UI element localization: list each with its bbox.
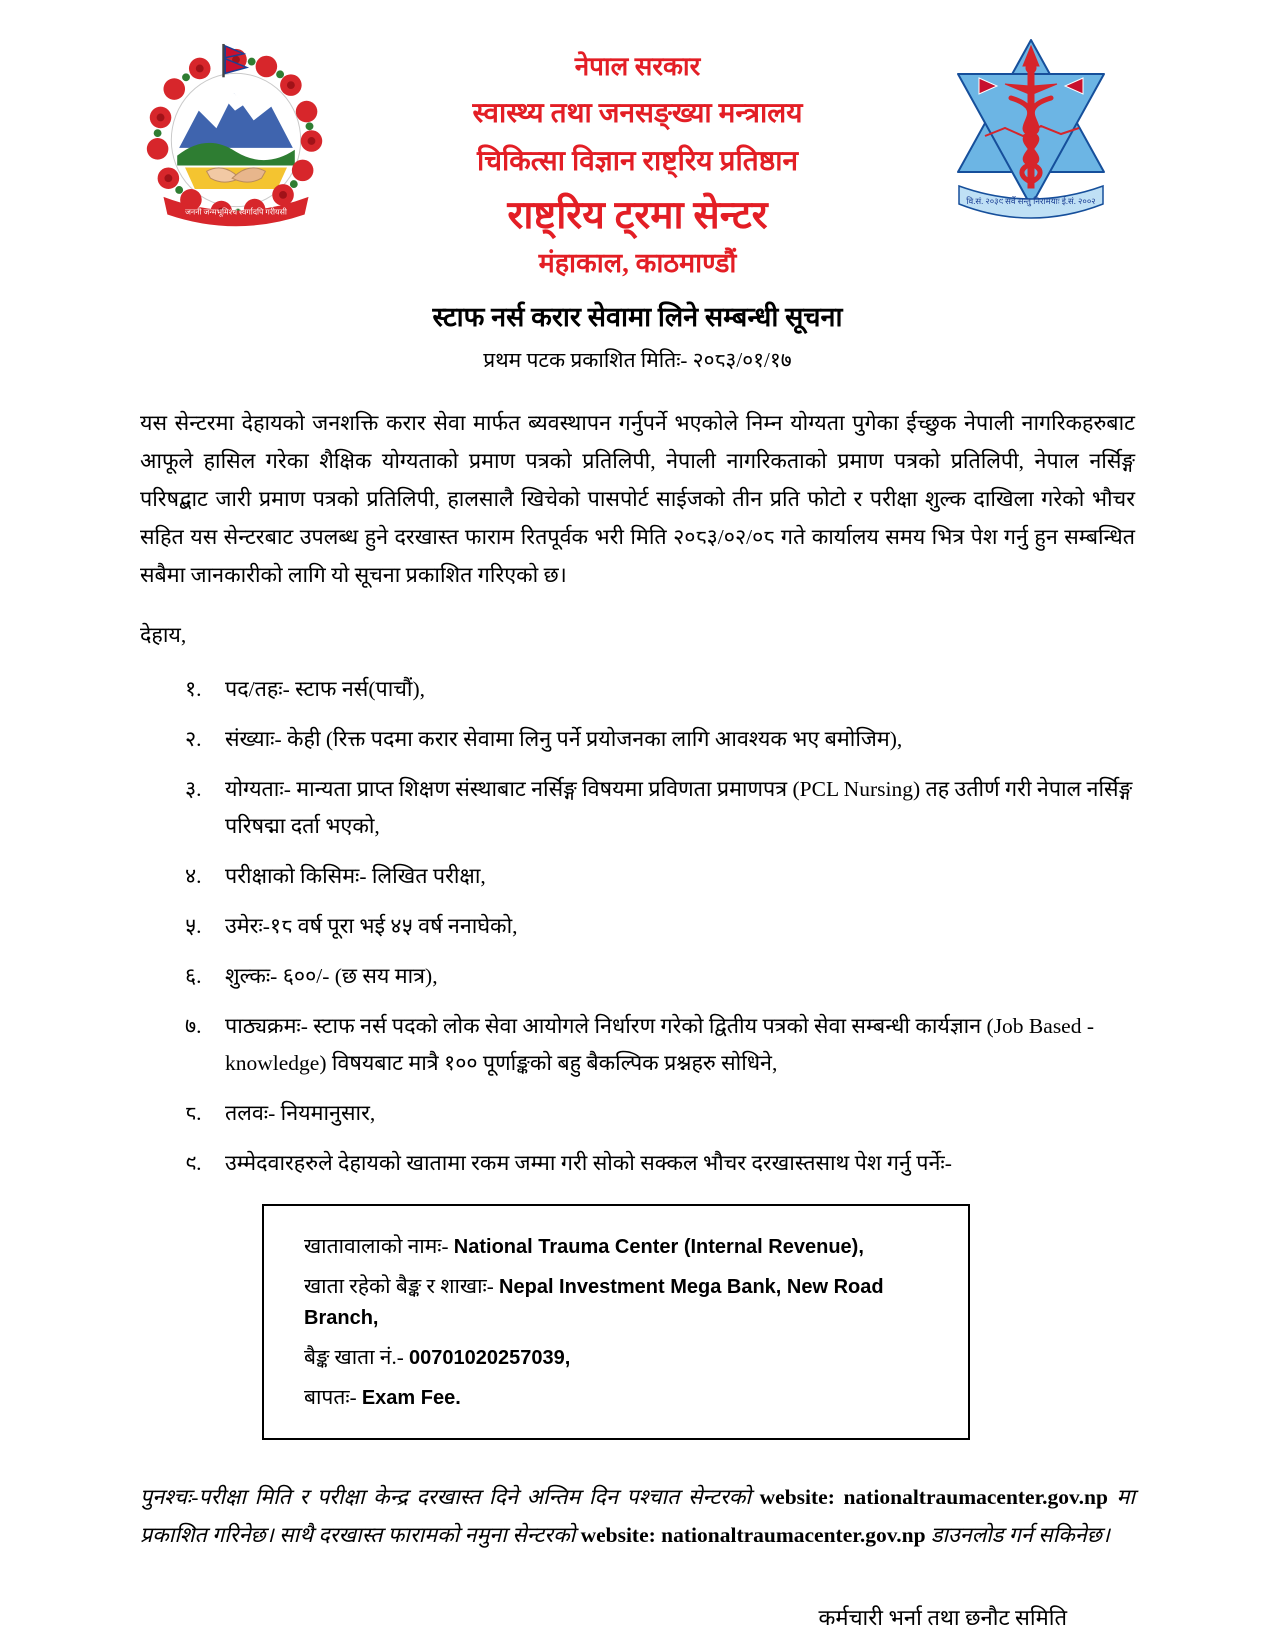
nepal-government-emblem-icon — [138, 42, 334, 238]
bank-row-account-number — [304, 1342, 958, 1373]
intro-paragraph: यस सेन्टरमा देहायको जनशक्ति करार सेवा मार्फत ब्यवस्थापन गर्नुपर्ने भएकोले निम्न योग्यता पुगेका ईच्छुक नेपाली नागरिकहरुबाट आफूले हासिल गरेका शैक्षिक योग्यताको प्रमाण पत्रको प्रतिलिपी, नेपाली नागरिकताको प्रमाण पत्रको प्रतिलिपी, नेपाल नर्सिङ्ग परिषद्बाट जारी प्रमाण पत्रको प्रतिलिपी, हालसालै खिचेको पासपोर्ट साईजको तीन प्रति फोटो र परीक्षा शुल्क दाखिला गरेको भौचर सहित यस सेन्टरबाट उपलब्ध हुने दरखास्त फाराम रितपूर्वक भरी मिति २०८३/०२/०८ गते कार्यालय समय भित्र पेश गर्नु हुन सम्बन्धित सबैमा जानकारीको लागि यो सूचना प्रकाशित गरिएको छ। — [140, 411, 1135, 587]
bank-row-purpose — [304, 1382, 958, 1413]
bank-row-account-name — [304, 1231, 958, 1262]
item-text: उमेरः-१८ वर्ष पूरा भई ४५ वर्ष ननाघेको, — [225, 913, 518, 938]
ministry-line: स्वास्थ्य तथा जनसङ्ख्या मन्त्रालय — [472, 98, 803, 129]
signature-line: कर्मचारी भर्ना तथा छनौट समिति — [818, 1604, 1067, 1630]
item-number: २. — [185, 726, 202, 751]
bank-value: National Trauma Center (Internal Revenue), — [453, 1235, 864, 1258]
item-text: पाठ्यक्रमः- स्टाफ नर्स पदको लोक सेवा आयोगले निर्धारण गरेको द्वितीय पत्रको सेवा सम्बन्धी कार्यज्ञान (Job Based - knowledge) विषयबाट मात्रै १०० पूर्णाङ्कको बहु बैकल्पिक प्रश्नहरु सोधिने, — [225, 1013, 1095, 1075]
notice-title: स्टाफ नर्स करार सेवामा लिने सम्बन्धी सूचना — [432, 302, 843, 332]
bank-value: 00701020257039, — [408, 1346, 571, 1369]
center-address: मंहाकाल, काठमाण्डौं — [538, 248, 737, 278]
bank-label: बापतः- — [304, 1384, 357, 1409]
item-number: ५. — [185, 913, 202, 938]
nams-banner-text: वि.सं. २०३९ सर्वे सन्तु निरामयाः ई.सं. २००२ — [966, 196, 1096, 206]
item-text: संख्याः- केही (रिक्त पदमा करार सेवामा लिनु पर्ने प्रयोजनका लागि आवश्यक भए बमोजिम), — [225, 726, 903, 751]
item-text: उम्मेदवारहरुले देहायको खातामा रकम जम्मा गरी सोको सक्कल भौचर दरखास्तसाथ पेश गर्नु पर्नेः- — [225, 1150, 952, 1175]
website-link-text: website: nationaltraumacenter.gov.np — [759, 1484, 1108, 1509]
bank-label: खातावालाको नामः- — [304, 1233, 449, 1258]
nams-logo-icon — [945, 36, 1117, 241]
letterhead — [0, 0, 1275, 278]
bank-value: Exam Fee. — [361, 1386, 461, 1409]
item-text: शुल्कः- ६००/- (छ सय मात्र), — [225, 963, 438, 988]
footnote-part1: पुनश्चः-परीक्षा मिति र परीक्षा केन्द्र दरखास्त दिने अन्तिम दिन पश्चात सेन्टरको — [140, 1484, 760, 1509]
item-text: तलवः- नियमानुसार, — [225, 1100, 376, 1125]
list-intro: देहाय, — [140, 623, 187, 647]
list-item — [140, 908, 1135, 945]
government-line: नेपाल सरकार — [574, 52, 701, 81]
list-item — [140, 1145, 1135, 1182]
footnote-part3: डाउनलोड गर्न सकिनेछ। — [925, 1522, 1110, 1547]
bank-label: बैङ्क खाता नं.- — [304, 1344, 404, 1369]
item-number: ९. — [185, 1150, 202, 1175]
list-item — [140, 771, 1135, 845]
published-date-line: प्रथम पटक प्रकाशित मितिः- २०८३/०१/१७ — [483, 348, 792, 372]
website-link-text: website: nationaltraumacenter.gov.np — [580, 1522, 926, 1547]
list-item — [140, 958, 1135, 995]
item-number: ८. — [185, 1100, 202, 1125]
list-item — [140, 671, 1135, 708]
notice-body — [0, 404, 1275, 1632]
bank-details-box — [262, 1204, 970, 1440]
item-text: परीक्षाको किसिमः- लिखित परीक्षा, — [225, 863, 486, 888]
bank-value: Nepal Investment Mega Bank, New Road Branch, — [304, 1275, 884, 1329]
item-number: ४. — [185, 863, 202, 888]
conditions-list — [140, 671, 1135, 1182]
item-text: पद/तहः- स्टाफ नर्स(पाचौं), — [225, 676, 426, 701]
footnote-part2: मा प्रकाशित गरिनेछ। साथै दरखास्त फारामको नमुना सेन्टरको — [140, 1484, 1135, 1547]
list-item — [140, 1095, 1135, 1132]
academy-line: चिकित्सा विज्ञान राष्ट्रिय प्रतिष्ठान — [477, 146, 798, 177]
footnote-paragraph — [140, 1478, 1135, 1554]
item-number: १. — [185, 676, 202, 701]
item-number: ३. — [185, 776, 202, 801]
list-item — [140, 858, 1135, 895]
bank-label: खाता रहेको बैङ्क र शाखाः- — [304, 1273, 494, 1298]
center-name: राष्ट्रिय ट्रमा सेन्टर — [507, 194, 768, 237]
emblem-motto-text: जननी जन्मभूमिश्च स्वर्गादपि गरीयसी — [185, 207, 287, 217]
list-item — [140, 1008, 1135, 1082]
bank-row-bank-branch — [304, 1271, 958, 1333]
item-number: ६. — [185, 963, 202, 988]
item-text: योग्यताः- मान्यता प्राप्त शिक्षण संस्थाबाट नर्सिङ्ग विषयमा प्रविणता प्रमाणपत्र (PCL Nursing) तह उतीर्ण गरी नेपाल नर्सिङ्ग परिषद्मा दर्ता भएको, — [225, 776, 1133, 838]
list-item — [140, 721, 1135, 758]
item-number: ७. — [185, 1013, 202, 1038]
